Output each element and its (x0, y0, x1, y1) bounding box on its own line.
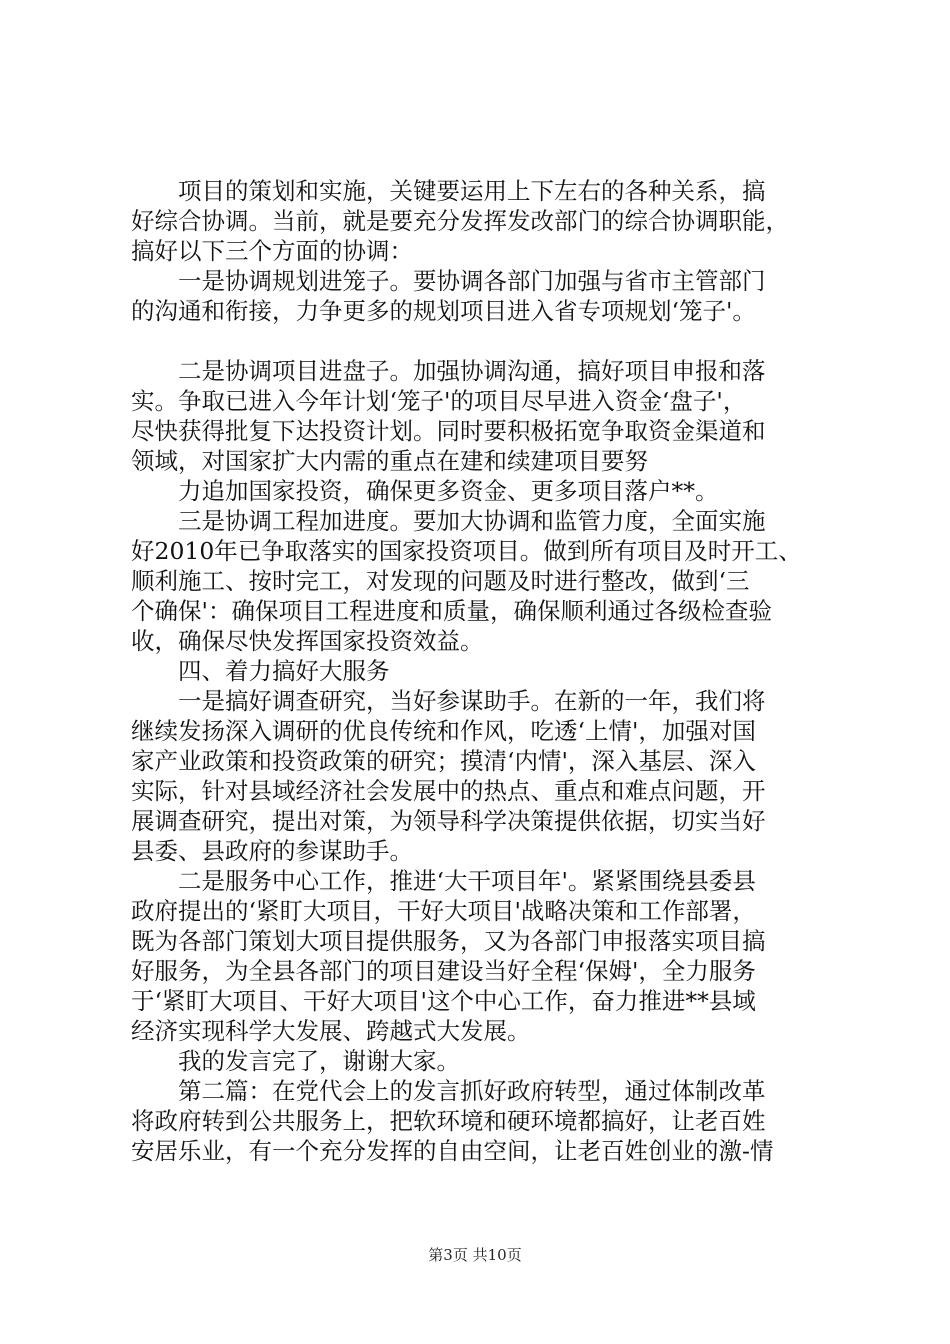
text-line: 二是服务中心工作，推进‘大干项目年'。紧紧围绕县委县 (131, 867, 756, 895)
text-line: 实际，针对县域经济社会发展中的热点、重点和难点问题，开 (131, 777, 766, 805)
text-line: 顺利施工、按时完工，对发现的问题及时进行整改，做到‘三 (131, 567, 750, 595)
text-line: 搞好以下三个方面的协调： (131, 237, 413, 265)
text-line: 于‘紧盯大项目、干好大项目'这个中心工作，奋力推进**县域 (131, 987, 756, 1015)
text-line (131, 326, 831, 356)
text-line: 尽快获得批复下达投资计划。同时要积极拓宽争取资金渠道和 (131, 417, 766, 445)
text-line: 领域，对国家扩大内需的重点在建和续建项目要努 (131, 447, 648, 475)
text-line: 安居乐业，有一个充分发挥的自由空间，让老百姓创业的激-情 (131, 1137, 774, 1165)
text-line: 项目的策划和实施，关键要运用上下左右的各种关系，搞 (131, 177, 766, 205)
text-line: 三是协调工程加进度。要加大协调和监管力度，全面实施 (131, 507, 766, 535)
text-line: 实。争取已进入今年计划‘笼子'的项目尽早进入资金‘盘子'， (131, 387, 747, 415)
text-line: 继续发扬深入调研的优良传统和作风，吃透‘上情'，加强对国 (131, 717, 756, 745)
text-line: 家产业政策和投资政策的研究；摸清‘内情'，深入基层、深入 (131, 747, 756, 775)
text-line: 四、着力搞好大服务 (131, 657, 390, 685)
text-line: 好服务，为全县各部门的项目建设当好全程‘保姆'，全力服务 (131, 957, 756, 985)
document-body (131, 176, 831, 1166)
text-line: 经济实现科学大发展、跨越式大发展。 (131, 1017, 531, 1045)
page-footer: 第3页 共10页 (428, 1246, 522, 1264)
text-line: 一是搞好调查研究，当好参谋助手。在新的一年，我们将 (131, 687, 766, 715)
text-line: 好2010年已争取落实的国家投资项目。做到所有项目及时开工、 (131, 537, 802, 565)
text-line: 展调查研究，提出对策，为领导科学决策提供依据，切实当好 (131, 807, 766, 835)
text-line: 收，确保尽快发挥国家投资效益。 (131, 627, 484, 655)
text-line: 既为各部门策划大项目提供服务，又为各部门申报落实项目搞 (131, 927, 766, 955)
text-line: 好综合协调。当前，就是要充分发挥发改部门的综合协调职能， (131, 207, 789, 235)
text-line: 二是协调项目进盘子。加强协调沟通，搞好项目申报和落 (131, 357, 766, 385)
text-line: 第二篇：在党代会上的发言抓好政府转型，通过体制改革 (131, 1077, 766, 1105)
text-line: 我的发言完了，谢谢大家。 (131, 1047, 460, 1075)
text-line: 个确保'：确保项目工程进度和质量，确保顺利通过各级检查验 (131, 597, 772, 625)
text-line: 力追加国家投资，确保更多资金、更多项目落户**。 (131, 477, 719, 505)
text-line: 政府提出的‘紧盯大项目，干好大项目'战略决策和工作部署， (131, 897, 756, 925)
text-line: 的沟通和衔接，力争更多的规划项目进入省专项规划‘笼子'。 (131, 297, 756, 325)
text-line: 一是协调规划进笼子。要协调各部门加强与省市主管部门 (131, 267, 766, 295)
text-line: 将政府转到公共服务上，把软环境和硬环境都搞好，让老百姓 (131, 1107, 766, 1135)
text-line: 县委、县政府的参谋助手。 (131, 837, 413, 865)
